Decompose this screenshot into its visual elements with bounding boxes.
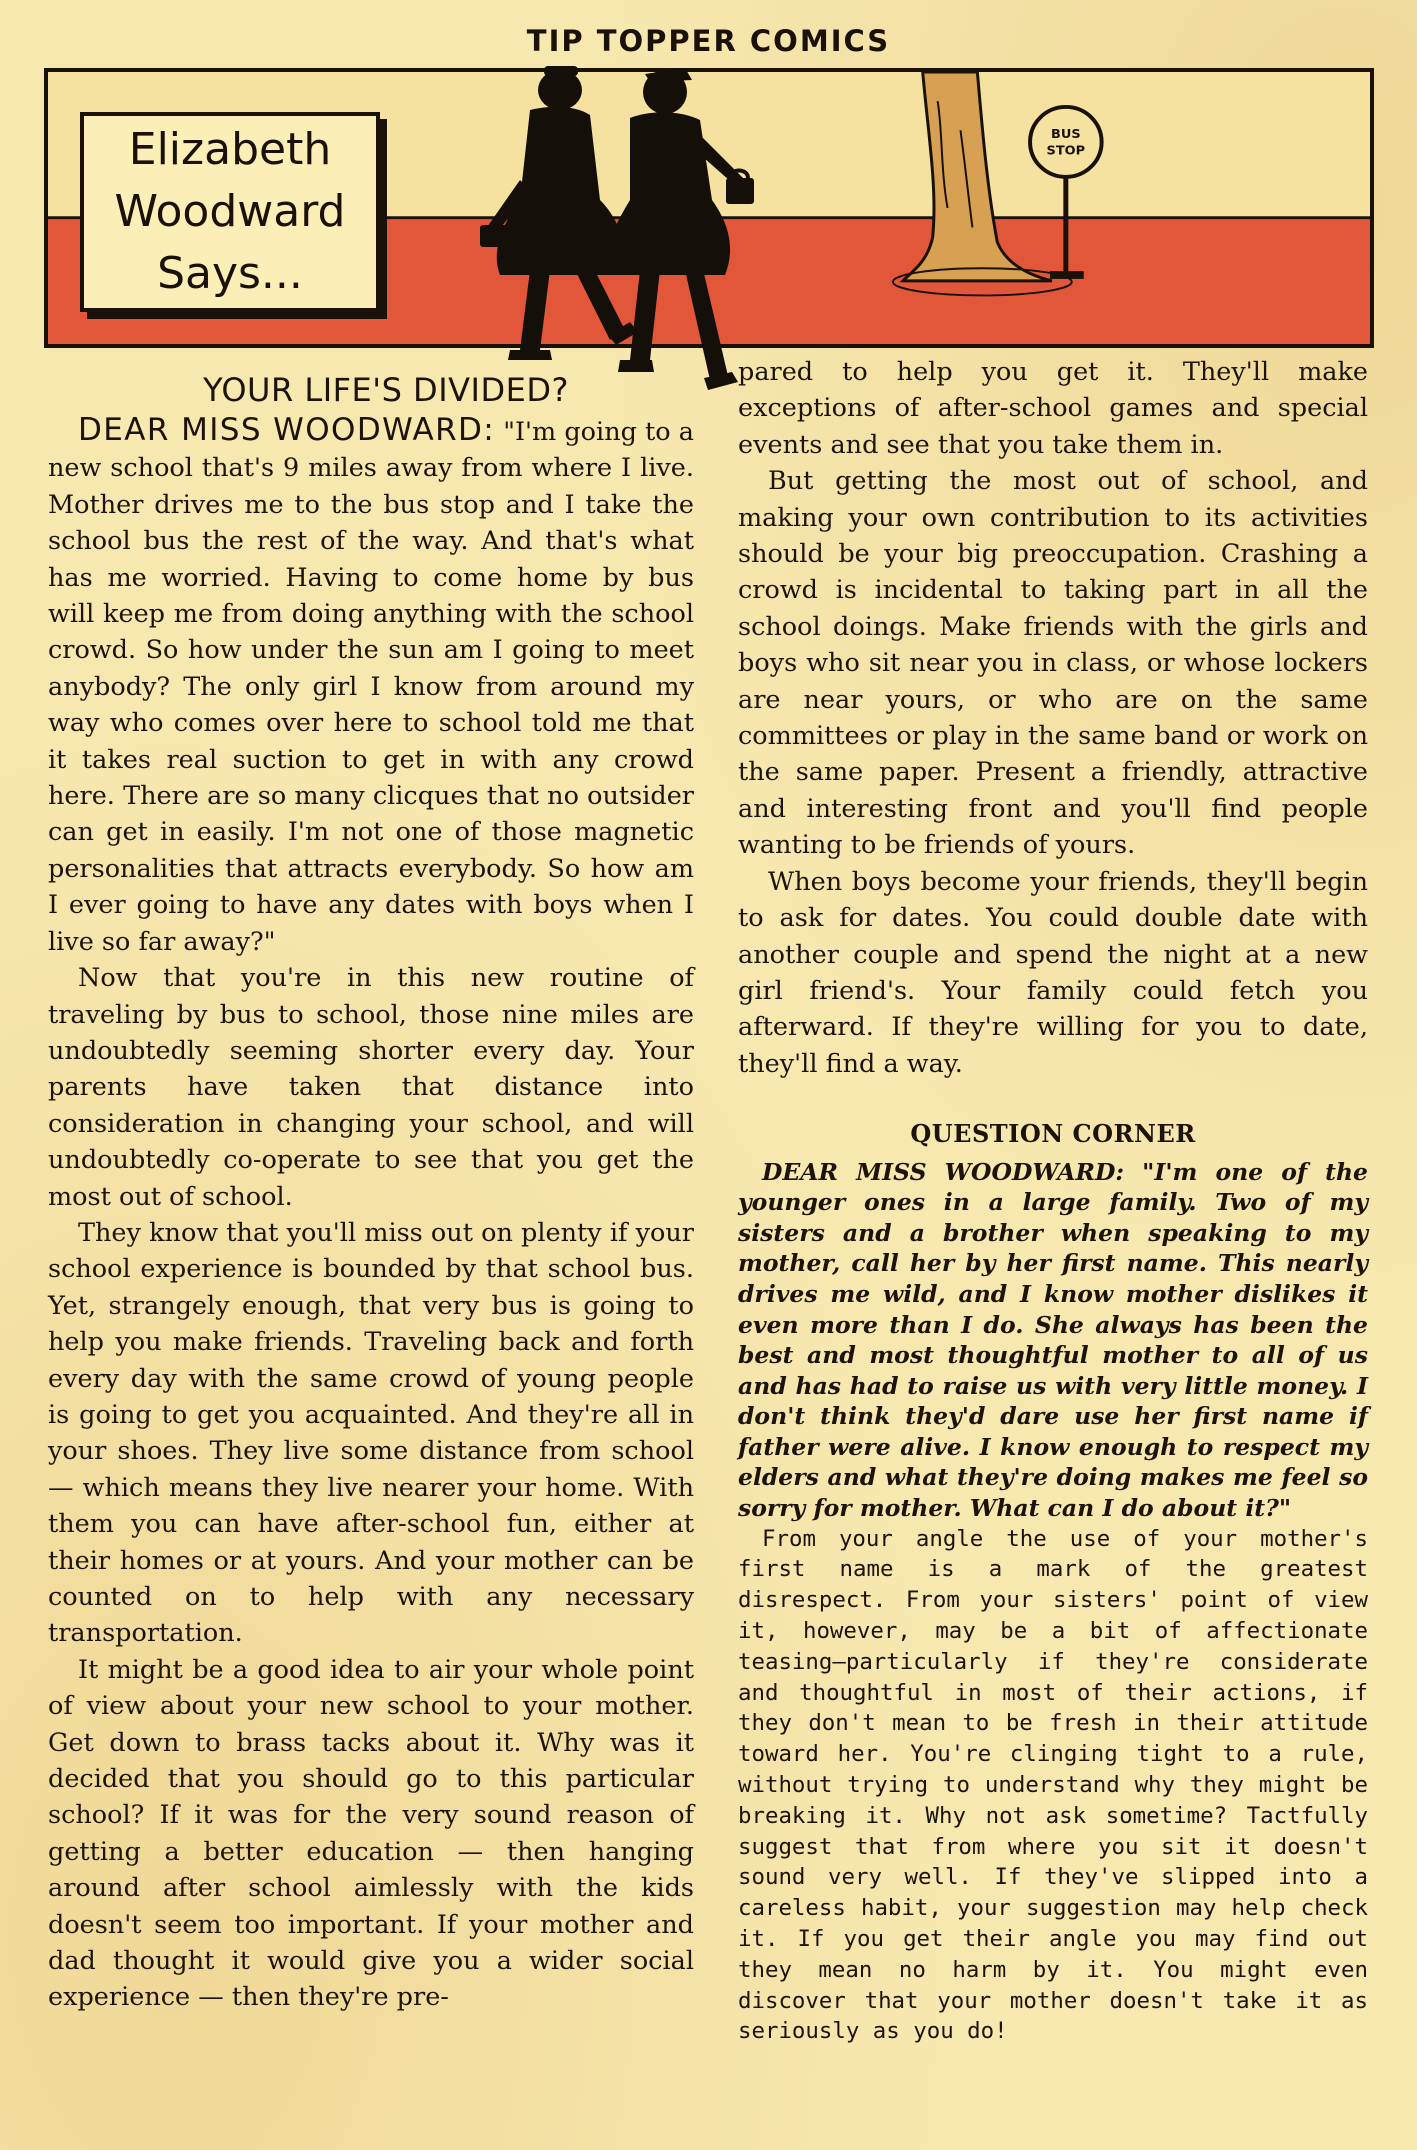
letter-body: "I'm going to a new school that's 9 miles away from where I live. Mother drives me to the bus stop and I take the school bus the rest of the way. And that's what has me worried. Having to come home by bus will keep me from doing anything with the school crowd. So how under the sun am I going to meet anybody? The only girl I know from around my way who comes over here to school told me that it takes real suction to get in with any crowd here. There are so many clicques that no outsider can get in easily. I'm not one of those magnetic personalities that attracts everybody. So how am I ever going to have any dates with boys when I live so far away?": [48, 417, 694, 957]
article-right-column: [738, 354, 1368, 2047]
title-line-3: Says...: [157, 248, 303, 299]
answer-paragraph-1: Now that you're in this new routine of traveling by bus to school, those nine miles are undoubtedly seeming shorter every day. Your parents have taken that distance into consideration in changing your school, and will undoubtedly co-operate to see that you get the most out of school.: [48, 963, 694, 1212]
bus-stop-text-2: STOP: [1046, 143, 1086, 159]
bus-stop-base: [1050, 271, 1084, 279]
article-heading: YOUR LIFE'S DIVIDED?: [203, 371, 569, 409]
question-corner-heading: QUESTION CORNER: [910, 1119, 1196, 1149]
article-left-column: [48, 368, 694, 2016]
question-corner-salutation: DEAR MISS WOODWARD:: [762, 1157, 1125, 1186]
title-line-2: Woodward: [114, 186, 346, 237]
answer-paragraph-2: They know that you'll miss out on plenty if your school experience is bounded by that school bus. Yet, strangely enough, that very bus is going to help you make friends. Traveling back and forth every day with the same crowd of young people is going to get you acquainted. And they're all in your shoes. They live some distance from school — which means they live nearer your home. With them you can have after-school fun, either at their homes or at yours. And your mother can be counted on to help with any necessary transportation.: [48, 1217, 694, 1649]
question-corner-letter-body: "I'm one of the younger ones in a large family. Two of my sisters and a brother when speaking to my mother, call her by her first name. This nearly drives me wild, and I know mother dislikes it even more than I do. She always has been the best and most thoughtful mother to all of us and has had to raise us with very little money. I don't think they'd dare use her first name if father were alive. I know enough to respect my elders and what they're doing makes me feel so sorry for mother. What can I do about it?": [738, 1157, 1369, 1523]
title-line-1: Elizabeth: [128, 124, 332, 175]
bus-stop-text-1: BUS: [1051, 127, 1081, 143]
girls-silhouette-illustration: [480, 60, 770, 420]
question-corner-answer-text: From your angle the use of your mother's first name is a mark of the greatest disrespect. From your sisters' point of view it, however, may be a bit of affectionate teasing—particularly if they're considerate and thoughtful in most of their actions, if they don't mean to be fresh in their attitude toward her. You're clinging tight to a rule, without trying to understand why they might be breaking it. Why not ask sometime? Tactfully suggest that from where you sit it doesn't sound very well. If they've slipped into a careless habit, your suggestion may help check it. If you get their angle you may find out they mean no harm by it. You might even discover that your mother doesn't take it as seriously as you do!: [738, 1525, 1368, 2045]
page-title: TIP TOPPER COMICS: [526, 24, 891, 58]
answer-paragraph-3-start: It might be a good idea to air your whole point of view about your new school to your mother. Get down to brass tacks about it. Why was it decided that you should go to this particular school? If it was for the very sound reason of getting a better education — then hanging around after school aimlessly with the kids doesn't seem too important. If your mother and dad thought it would give you a wider social experience — then they're pre-: [48, 1654, 694, 2013]
letter-salutation: DEAR MISS WOODWARD:: [78, 412, 496, 448]
answer-paragraph-3-continued: pared to help you get it. They'll make exceptions of after-school games and special events and see that you take them in.: [738, 357, 1368, 460]
question-corner-answer: [738, 1524, 1368, 2048]
reader-letter: [48, 412, 694, 960]
answer-paragraph-4: But getting the most out of school, and making your own contribution to its activities should be your big preoccupation. Crashing a crowd is incidental to taking part in all the school doings. Make friends with the girls and boys who sit near you in class, or whose lockers are near yours, or who are on the same committees or play in the same band or work on the same paper. Present a friendly, attractive and interesting front and you'll find people wanting to be friends of yours.: [738, 466, 1368, 861]
question-corner-letter: [738, 1157, 1368, 1524]
title-card: [80, 112, 380, 312]
answer-paragraph-5: When boys become your friends, they'll begin to ask for dates. You could double date with another couple and spend the night at a new girl friend's. Your family could fetch you afterward. If they're willing for you to date, they'll find a way.: [738, 866, 1368, 1079]
